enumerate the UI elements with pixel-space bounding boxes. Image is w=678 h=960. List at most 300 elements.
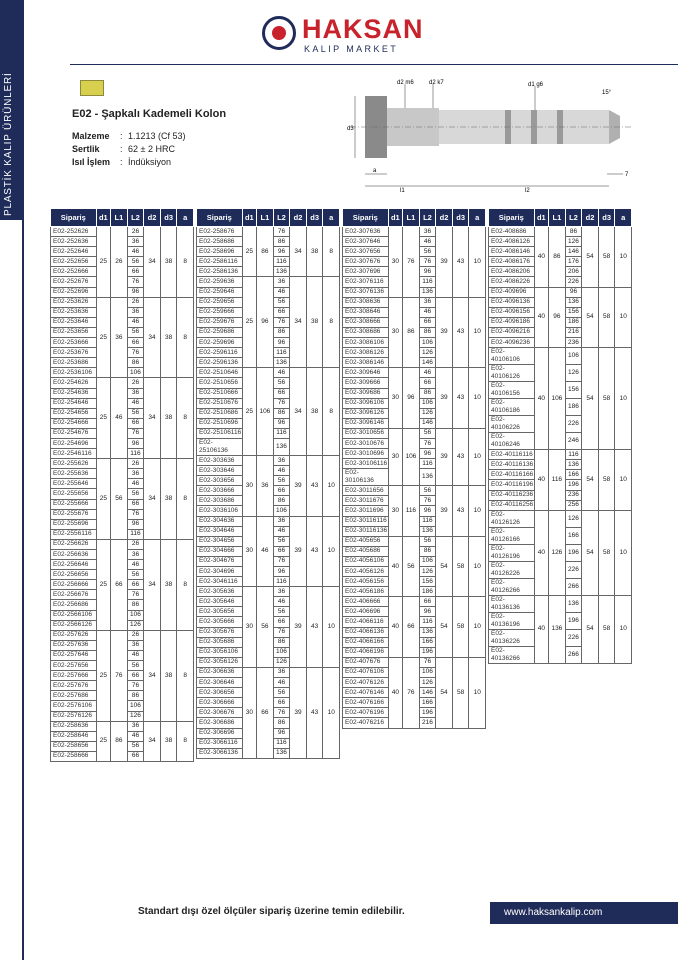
d1-value: 40 bbox=[534, 227, 549, 288]
d1-value: 25 bbox=[96, 721, 111, 761]
l2-value: 56 bbox=[419, 428, 436, 438]
technical-drawing bbox=[345, 78, 635, 196]
d3-value: 38 bbox=[160, 297, 177, 378]
l1-value: 76 bbox=[111, 630, 128, 721]
table-row bbox=[343, 486, 486, 496]
brand-name: HAKSAN bbox=[302, 14, 424, 44]
l2-value: 66 bbox=[127, 499, 144, 509]
d1-value: 40 bbox=[534, 510, 549, 595]
l2-value: 36 bbox=[273, 667, 290, 677]
order-code: E02-4076106 bbox=[343, 667, 389, 677]
order-code: E02-3056106 bbox=[197, 647, 243, 657]
l2-value: 116 bbox=[419, 617, 436, 627]
order-code: E02-253656 bbox=[51, 327, 97, 337]
l2-value: 86 bbox=[127, 691, 144, 701]
order-code: E02-252626 bbox=[51, 227, 97, 237]
product-title: E02 - Şapkalı Kademeli Kolon bbox=[72, 108, 227, 120]
l2-value: 96 bbox=[419, 607, 436, 617]
order-code: E02-3056126 bbox=[197, 657, 243, 667]
d1-value: 25 bbox=[96, 630, 111, 721]
d2-value: 34 bbox=[144, 721, 161, 761]
l2-value: 126 bbox=[419, 678, 436, 688]
d3-value: 43 bbox=[452, 428, 469, 485]
order-code: E02-257686 bbox=[51, 691, 97, 701]
order-code: E02-303636 bbox=[197, 455, 243, 465]
l2-value: 136 bbox=[273, 438, 290, 455]
l2-value: 56 bbox=[127, 408, 144, 418]
table-row bbox=[489, 510, 632, 527]
d2-value: 54 bbox=[436, 536, 453, 597]
l2-value: 46 bbox=[419, 307, 436, 317]
order-code: E02-256646 bbox=[51, 560, 97, 570]
order-code: E02-3086146 bbox=[343, 358, 389, 368]
order-code: E02-3066136 bbox=[197, 748, 243, 758]
header-divider bbox=[70, 64, 678, 65]
column-header: a bbox=[177, 209, 194, 227]
order-code: E02-307646 bbox=[343, 237, 389, 247]
d2-value: 34 bbox=[290, 227, 307, 277]
d3-value: 43 bbox=[452, 297, 469, 368]
spec-key: Sertlik bbox=[72, 144, 100, 154]
l2-value: 136 bbox=[273, 267, 290, 277]
label-l1: l1 bbox=[400, 188, 405, 194]
order-code: E02-306646 bbox=[197, 678, 243, 688]
l2-value: 116 bbox=[565, 450, 582, 460]
d1-value: 40 bbox=[534, 287, 549, 348]
l2-value: 46 bbox=[127, 398, 144, 408]
l2-value: 86 bbox=[273, 327, 290, 337]
column-header: d3 bbox=[306, 209, 323, 227]
order-code: E02-306636 bbox=[197, 667, 243, 677]
table-row bbox=[197, 516, 340, 526]
table-row bbox=[51, 721, 194, 731]
order-code: E02-40106246 bbox=[489, 433, 535, 450]
spec-table-2 bbox=[196, 208, 340, 759]
l2-value: 56 bbox=[419, 247, 436, 257]
l2-value: 176 bbox=[565, 257, 582, 267]
table-row bbox=[51, 539, 194, 549]
l2-value: 256 bbox=[565, 500, 582, 510]
spec-value: 1.1213 (Cf 53) bbox=[128, 131, 186, 141]
l2-value: 96 bbox=[419, 267, 436, 277]
order-code: E02-406666 bbox=[343, 597, 389, 607]
d3-value: 38 bbox=[160, 630, 177, 721]
column-header: L2 bbox=[127, 209, 144, 227]
label-d3: d3 bbox=[347, 126, 354, 132]
order-code: E02-303666 bbox=[197, 486, 243, 496]
table-row bbox=[197, 277, 340, 287]
l2-value: 96 bbox=[127, 519, 144, 529]
l1-value: 86 bbox=[257, 227, 274, 277]
order-code: E02-253636 bbox=[51, 307, 97, 317]
l2-value: 76 bbox=[127, 509, 144, 519]
a-value: 10 bbox=[615, 227, 632, 288]
order-code: E02-253686 bbox=[51, 358, 97, 368]
column-header: a bbox=[615, 209, 632, 227]
l2-value: 196 bbox=[565, 480, 582, 490]
column-header: d1 bbox=[96, 209, 111, 227]
order-code: E02-4066166 bbox=[343, 637, 389, 647]
order-code: E02-4066196 bbox=[343, 647, 389, 657]
l2-value: 86 bbox=[273, 496, 290, 506]
label-angle: 15° bbox=[602, 90, 612, 96]
d3-value: 58 bbox=[452, 657, 469, 728]
l2-value: 46 bbox=[273, 678, 290, 688]
l2-value: 96 bbox=[273, 418, 290, 428]
order-code: E02-254626 bbox=[51, 378, 97, 388]
brand-subtitle: KALIP MARKET bbox=[304, 44, 399, 54]
order-code: E02-259676 bbox=[197, 317, 243, 327]
d3-value: 58 bbox=[598, 450, 615, 511]
l2-value: 146 bbox=[419, 688, 436, 698]
d3-value: 43 bbox=[452, 368, 469, 429]
order-code: E02-3010676 bbox=[343, 438, 389, 448]
d2-value: 54 bbox=[436, 657, 453, 728]
a-value: 8 bbox=[177, 227, 194, 298]
l2-value: 76 bbox=[127, 348, 144, 358]
order-code: E02-259646 bbox=[197, 287, 243, 297]
d2-value: 34 bbox=[290, 277, 307, 368]
l2-value: 126 bbox=[419, 408, 436, 418]
order-code: E02-259636 bbox=[197, 277, 243, 287]
d2-value: 54 bbox=[582, 595, 599, 663]
d1-value: 25 bbox=[242, 227, 257, 277]
order-code: E02-304646 bbox=[197, 526, 243, 536]
d2-value: 39 bbox=[290, 455, 307, 516]
table-row bbox=[51, 378, 194, 388]
l2-value: 76 bbox=[127, 277, 144, 287]
footer-note: Standart dışı özel ölçüler sipariş üzerine temin edilebilir. bbox=[138, 906, 405, 917]
order-code: E02-4076196 bbox=[343, 708, 389, 718]
l2-value: 56 bbox=[273, 476, 290, 486]
order-code: E02-3011696 bbox=[343, 506, 389, 516]
spec-key: Malzeme bbox=[72, 131, 110, 141]
column-header: L1 bbox=[257, 209, 274, 227]
order-code: E02-405656 bbox=[343, 536, 389, 546]
order-code: E02-258676 bbox=[197, 227, 243, 237]
column-header: d1 bbox=[388, 209, 403, 227]
d3-value: 38 bbox=[160, 539, 177, 630]
l2-value: 76 bbox=[273, 627, 290, 637]
d1-value: 30 bbox=[388, 227, 403, 298]
order-code: E02-253626 bbox=[51, 297, 97, 307]
order-code: E02-40106156 bbox=[489, 382, 535, 399]
d3-value: 58 bbox=[452, 536, 469, 597]
table-row bbox=[343, 297, 486, 307]
order-code: E02-40106226 bbox=[489, 416, 535, 433]
order-code: E02-254666 bbox=[51, 418, 97, 428]
l1-value: 96 bbox=[549, 287, 566, 348]
l2-value: 26 bbox=[127, 378, 144, 388]
brand-logo bbox=[262, 14, 462, 56]
order-code: E02-2596116 bbox=[197, 348, 243, 358]
column-header: a bbox=[469, 209, 486, 227]
d2-value: 54 bbox=[436, 597, 453, 658]
table-row bbox=[489, 348, 632, 365]
order-code: E02-254676 bbox=[51, 428, 97, 438]
order-code: E02-255676 bbox=[51, 509, 97, 519]
column-header: L1 bbox=[111, 209, 128, 227]
d2-value: 54 bbox=[582, 450, 599, 511]
l2-value: 76 bbox=[127, 428, 144, 438]
d3-value: 43 bbox=[306, 587, 323, 668]
d3-value: 43 bbox=[306, 516, 323, 587]
l2-value: 116 bbox=[127, 449, 144, 459]
d1-value: 40 bbox=[534, 450, 549, 511]
a-value: 10 bbox=[323, 516, 340, 587]
l2-value: 36 bbox=[419, 227, 436, 237]
order-code: E02-25106136 bbox=[197, 438, 243, 455]
order-code: E02-3010696 bbox=[343, 449, 389, 459]
gear-logo-icon bbox=[262, 16, 296, 50]
spec-table-4 bbox=[488, 208, 632, 664]
column-header: L1 bbox=[403, 209, 420, 227]
d2-value: 39 bbox=[436, 486, 453, 536]
l1-value: 86 bbox=[549, 227, 566, 288]
l2-value: 36 bbox=[273, 455, 290, 465]
order-code: E02-304676 bbox=[197, 556, 243, 566]
order-code: E02-258646 bbox=[51, 731, 97, 741]
l2-value: 116 bbox=[273, 348, 290, 358]
l2-value: 196 bbox=[419, 647, 436, 657]
order-code: E02-2566106 bbox=[51, 610, 97, 620]
l2-value: 156 bbox=[565, 382, 582, 399]
l2-value: 136 bbox=[565, 595, 582, 612]
table-row bbox=[197, 667, 340, 677]
l1-value: 76 bbox=[403, 657, 420, 728]
d2-value: 34 bbox=[144, 297, 161, 378]
order-code: E02-306666 bbox=[197, 698, 243, 708]
l2-value: 66 bbox=[273, 486, 290, 496]
order-code: E02-309686 bbox=[343, 388, 389, 398]
order-code: E02-3076116 bbox=[343, 277, 389, 287]
order-code: E02-4056186 bbox=[343, 587, 389, 597]
order-code: E02-4096186 bbox=[489, 317, 535, 327]
l2-value: 166 bbox=[419, 698, 436, 708]
l2-value: 136 bbox=[565, 460, 582, 470]
order-code: E02-255636 bbox=[51, 469, 97, 479]
order-code: E02-2576126 bbox=[51, 711, 97, 721]
order-code: E02-3096106 bbox=[343, 398, 389, 408]
order-code: E02-305676 bbox=[197, 627, 243, 637]
d1-value: 30 bbox=[242, 667, 257, 758]
order-code: E02-40116256 bbox=[489, 500, 535, 510]
order-code: E02-258656 bbox=[51, 741, 97, 751]
order-code: E02-40126196 bbox=[489, 544, 535, 561]
l2-value: 56 bbox=[127, 741, 144, 751]
l2-value: 166 bbox=[419, 637, 436, 647]
order-code: E02-307676 bbox=[343, 257, 389, 267]
l2-value: 66 bbox=[419, 317, 436, 327]
order-code: E02-40126166 bbox=[489, 527, 535, 544]
l2-value: 76 bbox=[419, 257, 436, 267]
l2-value: 76 bbox=[273, 398, 290, 408]
l2-value: 46 bbox=[127, 731, 144, 741]
l2-value: 266 bbox=[565, 646, 582, 663]
order-code: E02-40136266 bbox=[489, 646, 535, 663]
d3-value: 58 bbox=[598, 595, 615, 663]
order-code: E02-2510646 bbox=[197, 368, 243, 378]
d3-value: 38 bbox=[160, 227, 177, 298]
l2-value: 46 bbox=[419, 368, 436, 378]
l2-value: 56 bbox=[127, 489, 144, 499]
l1-value: 116 bbox=[403, 486, 420, 536]
l2-value: 46 bbox=[127, 479, 144, 489]
order-code: E02-4056126 bbox=[343, 567, 389, 577]
l2-value: 126 bbox=[127, 711, 144, 721]
l2-value: 226 bbox=[565, 561, 582, 578]
order-code: E02-3010656 bbox=[343, 428, 389, 438]
l2-value: 56 bbox=[127, 327, 144, 337]
l2-value: 246 bbox=[565, 433, 582, 450]
order-code: E02-2576106 bbox=[51, 701, 97, 711]
l2-value: 136 bbox=[273, 358, 290, 368]
l2-value: 166 bbox=[565, 470, 582, 480]
order-code: E02-253666 bbox=[51, 338, 97, 348]
l2-value: 116 bbox=[419, 459, 436, 469]
label-a: a bbox=[373, 168, 377, 174]
l2-value: 86 bbox=[419, 327, 436, 337]
table-row bbox=[343, 227, 486, 237]
l2-value: 136 bbox=[273, 748, 290, 758]
order-code: E02-25106116 bbox=[197, 428, 243, 438]
l2-value: 36 bbox=[127, 307, 144, 317]
l2-value: 46 bbox=[419, 237, 436, 247]
l2-value: 96 bbox=[273, 567, 290, 577]
table-row bbox=[343, 428, 486, 438]
order-code: E02-304636 bbox=[197, 516, 243, 526]
table-row bbox=[197, 455, 340, 465]
column-header: L2 bbox=[419, 209, 436, 227]
d3-value: 43 bbox=[452, 486, 469, 536]
l2-value: 146 bbox=[419, 418, 436, 428]
d2-value: 39 bbox=[436, 368, 453, 429]
label-d2m6: d2 m6 bbox=[397, 80, 414, 86]
table-row bbox=[489, 450, 632, 460]
column-header: d1 bbox=[534, 209, 549, 227]
column-header: d3 bbox=[598, 209, 615, 227]
table-row bbox=[343, 657, 486, 667]
order-code: E02-4076126 bbox=[343, 678, 389, 688]
l2-value: 86 bbox=[419, 388, 436, 398]
d1-value: 25 bbox=[242, 277, 257, 368]
l2-value: 56 bbox=[127, 570, 144, 580]
a-value: 8 bbox=[323, 277, 340, 368]
order-code: E02-2510656 bbox=[197, 378, 243, 388]
d1-value: 25 bbox=[96, 539, 111, 630]
footer-website[interactable]: www.haksankalip.com bbox=[490, 902, 678, 924]
l2-value: 46 bbox=[127, 247, 144, 257]
spec-table-1 bbox=[50, 208, 194, 762]
l2-value: 106 bbox=[419, 556, 436, 566]
table-row bbox=[51, 297, 194, 307]
l2-value: 66 bbox=[273, 698, 290, 708]
order-code: E02-4076216 bbox=[343, 718, 389, 728]
l2-value: 76 bbox=[273, 556, 290, 566]
d1-value: 40 bbox=[388, 657, 403, 728]
d1-value: 40 bbox=[388, 536, 403, 597]
order-code: E02-40116236 bbox=[489, 490, 535, 500]
order-code: E02-40106126 bbox=[489, 365, 535, 382]
order-code: E02-252646 bbox=[51, 247, 97, 257]
order-code: E02-30106116 bbox=[343, 459, 389, 469]
l1-value: 56 bbox=[403, 536, 420, 597]
order-code: E02-304656 bbox=[197, 536, 243, 546]
l2-value: 46 bbox=[127, 650, 144, 660]
l2-value: 26 bbox=[127, 630, 144, 640]
l1-value: 66 bbox=[403, 597, 420, 658]
order-code: E02-252676 bbox=[51, 277, 97, 287]
order-code: E02-255666 bbox=[51, 499, 97, 509]
l1-value: 96 bbox=[257, 277, 274, 368]
l2-value: 26 bbox=[127, 227, 144, 237]
l2-value: 66 bbox=[127, 418, 144, 428]
l2-value: 86 bbox=[565, 227, 582, 237]
l2-value: 66 bbox=[127, 267, 144, 277]
l2-value: 86 bbox=[419, 546, 436, 556]
table-row bbox=[489, 595, 632, 612]
order-code: E02-2536106 bbox=[51, 368, 97, 378]
order-code: E02-406696 bbox=[343, 607, 389, 617]
l2-value: 76 bbox=[419, 496, 436, 506]
l2-value: 216 bbox=[565, 327, 582, 337]
d3-value: 38 bbox=[160, 721, 177, 761]
l2-value: 46 bbox=[273, 368, 290, 378]
d1-value: 30 bbox=[388, 368, 403, 429]
a-value: 8 bbox=[177, 630, 194, 721]
l1-value: 46 bbox=[111, 378, 128, 459]
order-code: E02-306676 bbox=[197, 708, 243, 718]
l1-value: 106 bbox=[257, 368, 274, 456]
l2-value: 106 bbox=[419, 398, 436, 408]
l2-value: 36 bbox=[127, 550, 144, 560]
d1-value: 25 bbox=[242, 368, 257, 456]
table-row bbox=[489, 287, 632, 297]
d1-value: 30 bbox=[388, 297, 403, 368]
a-value: 10 bbox=[469, 486, 486, 536]
table-row bbox=[343, 368, 486, 378]
l2-value: 66 bbox=[273, 388, 290, 398]
order-code: E02-254696 bbox=[51, 438, 97, 448]
l2-value: 186 bbox=[565, 317, 582, 327]
l2-value: 126 bbox=[565, 510, 582, 527]
order-code: E02-3086106 bbox=[343, 338, 389, 348]
d2-value: 34 bbox=[144, 227, 161, 298]
order-code: E02-308666 bbox=[343, 317, 389, 327]
l2-value: 76 bbox=[273, 227, 290, 237]
a-value: 10 bbox=[469, 597, 486, 658]
d1-value: 25 bbox=[96, 459, 111, 540]
l2-value: 66 bbox=[273, 307, 290, 317]
order-code: E02-303656 bbox=[197, 476, 243, 486]
order-code: E02-40106186 bbox=[489, 399, 535, 416]
d3-value: 58 bbox=[598, 348, 615, 450]
d2-value: 39 bbox=[290, 516, 307, 587]
l2-value: 56 bbox=[273, 378, 290, 388]
table-row bbox=[51, 227, 194, 237]
order-code: E02-257646 bbox=[51, 650, 97, 660]
l2-value: 26 bbox=[127, 539, 144, 549]
column-header: Sipariş bbox=[489, 209, 535, 227]
order-code: E02-252656 bbox=[51, 257, 97, 267]
order-code: E02-307696 bbox=[343, 267, 389, 277]
order-code: E02-305686 bbox=[197, 637, 243, 647]
a-value: 10 bbox=[615, 450, 632, 511]
l2-value: 126 bbox=[273, 657, 290, 667]
order-code: E02-304696 bbox=[197, 567, 243, 577]
d3-value: 58 bbox=[598, 510, 615, 595]
l1-value: 86 bbox=[403, 297, 420, 368]
